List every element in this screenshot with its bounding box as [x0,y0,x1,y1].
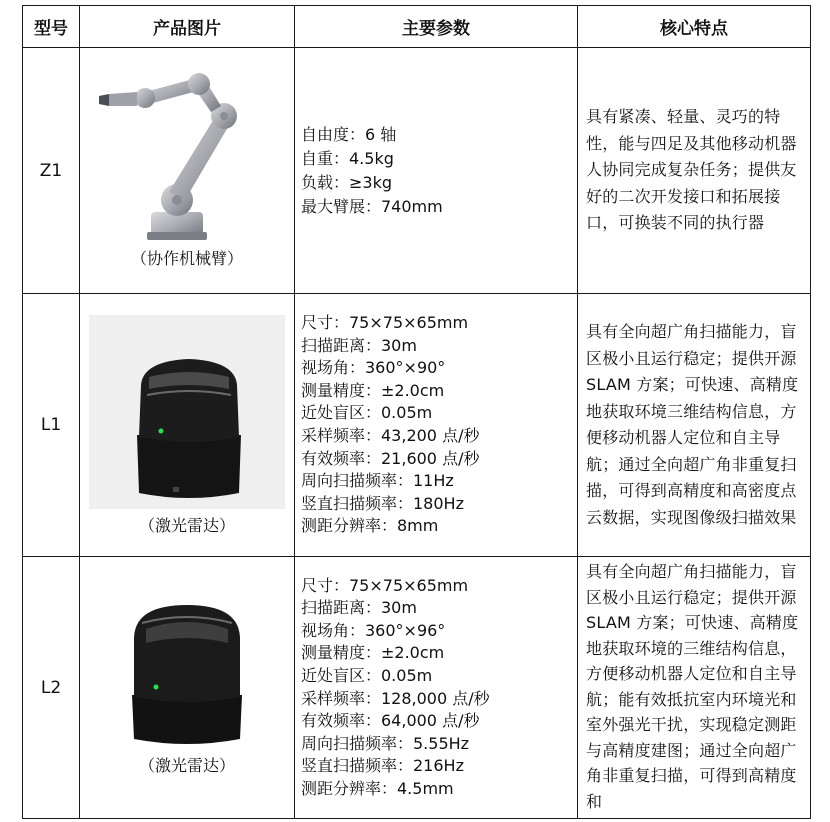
param-line: 采样频率：128,000 点/秒 [301,688,490,708]
header-features: 核心特点 [578,6,811,48]
table-row [23,48,811,294]
lidar-icon [89,315,285,509]
model-cell: L2 [23,557,80,819]
param-line: 近处盲区：0.05m [301,665,433,685]
product-spec-table [22,5,811,819]
header-image: 产品图片 [80,6,295,48]
image-cell [80,48,295,294]
param-line: 近处盲区：0.05m [301,403,433,423]
param-line: 测距分辨率：4.5mm [301,778,454,798]
param-line: 尺寸：75×75×65mm [301,575,469,595]
param-line: 视场角：360°×96° [301,620,446,640]
params-cell [295,48,578,294]
robot-arm-icon [97,72,277,242]
features-cell: 具有紧凑、轻量、灵巧的特性，能与四足及其他移动机器人协同完成复杂任务；提供友好的二次开发接口和拓展接口，可换装不同的执行器 [578,48,811,294]
param-line: 周向扫描频率：5.55Hz [301,733,470,753]
param-line: 有效频率：64,000 点/秒 [301,711,480,731]
param-line: 测距分辨率：8mm [301,516,439,536]
param-line: 负载：≥3kg [301,172,393,192]
header-params: 主要参数 [295,6,578,48]
image-cell [80,557,295,819]
image-caption: （协作机械臂） [130,249,243,268]
image-cell [80,294,295,557]
features-cell: 具有全向超广角扫描能力，盲区极小且运行稳定；提供开源 SLAM 方案；可快速、高精度地获取环境三维结构信息，方便移动机器人定位和自主导航；通过全向超广角非重复扫描，可得到高精度和高密度点云数据，实现图像级扫描效果 [578,294,811,557]
param-line: 周向扫描频率：11Hz [301,471,454,491]
image-caption: （激光雷达） [138,756,235,775]
params-cell [295,557,578,819]
model-cell: Z1 [23,48,80,294]
param-line: 竖直扫描频率：216Hz [301,756,464,776]
param-line: 测量精度：±2.0cm [301,380,445,400]
param-line: 自重：4.5kg [301,148,394,168]
model-cell: L1 [23,294,80,557]
table-row [23,557,811,819]
params-cell [295,294,578,557]
param-line: 自由度：6 轴 [301,124,397,144]
param-line: 有效频率：21,600 点/秒 [301,448,480,468]
param-line: 视场角：360°×90° [301,358,446,378]
param-line: 采样频率：43,200 点/秒 [301,426,480,445]
table-row [23,294,811,557]
param-line: 竖直扫描频率：180Hz [301,493,464,513]
header-model: 型号 [23,6,80,48]
features-cell: 具有全向超广角扫描能力，盲区极小且运行稳定；提供开源 SLAM 方案；可快速、高精度地获取环境的三维结构信息，方便移动机器人定位和自主导航；能有效抵抗室内环境光和室外强光干扰，实现稳定测距与高精度建图；通过全向超广角非重复扫描，可得到高精度和 [578,557,811,819]
param-line: 扫描距离：30m [301,598,417,618]
lidar-icon [122,599,252,749]
image-caption: （激光雷达） [138,515,235,535]
param-line: 扫描距离：30m [301,335,417,355]
param-line: 最大臂展：740mm [301,196,443,216]
param-line: 尺寸：75×75×65mm [301,313,469,333]
header-row [23,6,811,48]
param-line: 测量精度：±2.0cm [301,643,445,663]
